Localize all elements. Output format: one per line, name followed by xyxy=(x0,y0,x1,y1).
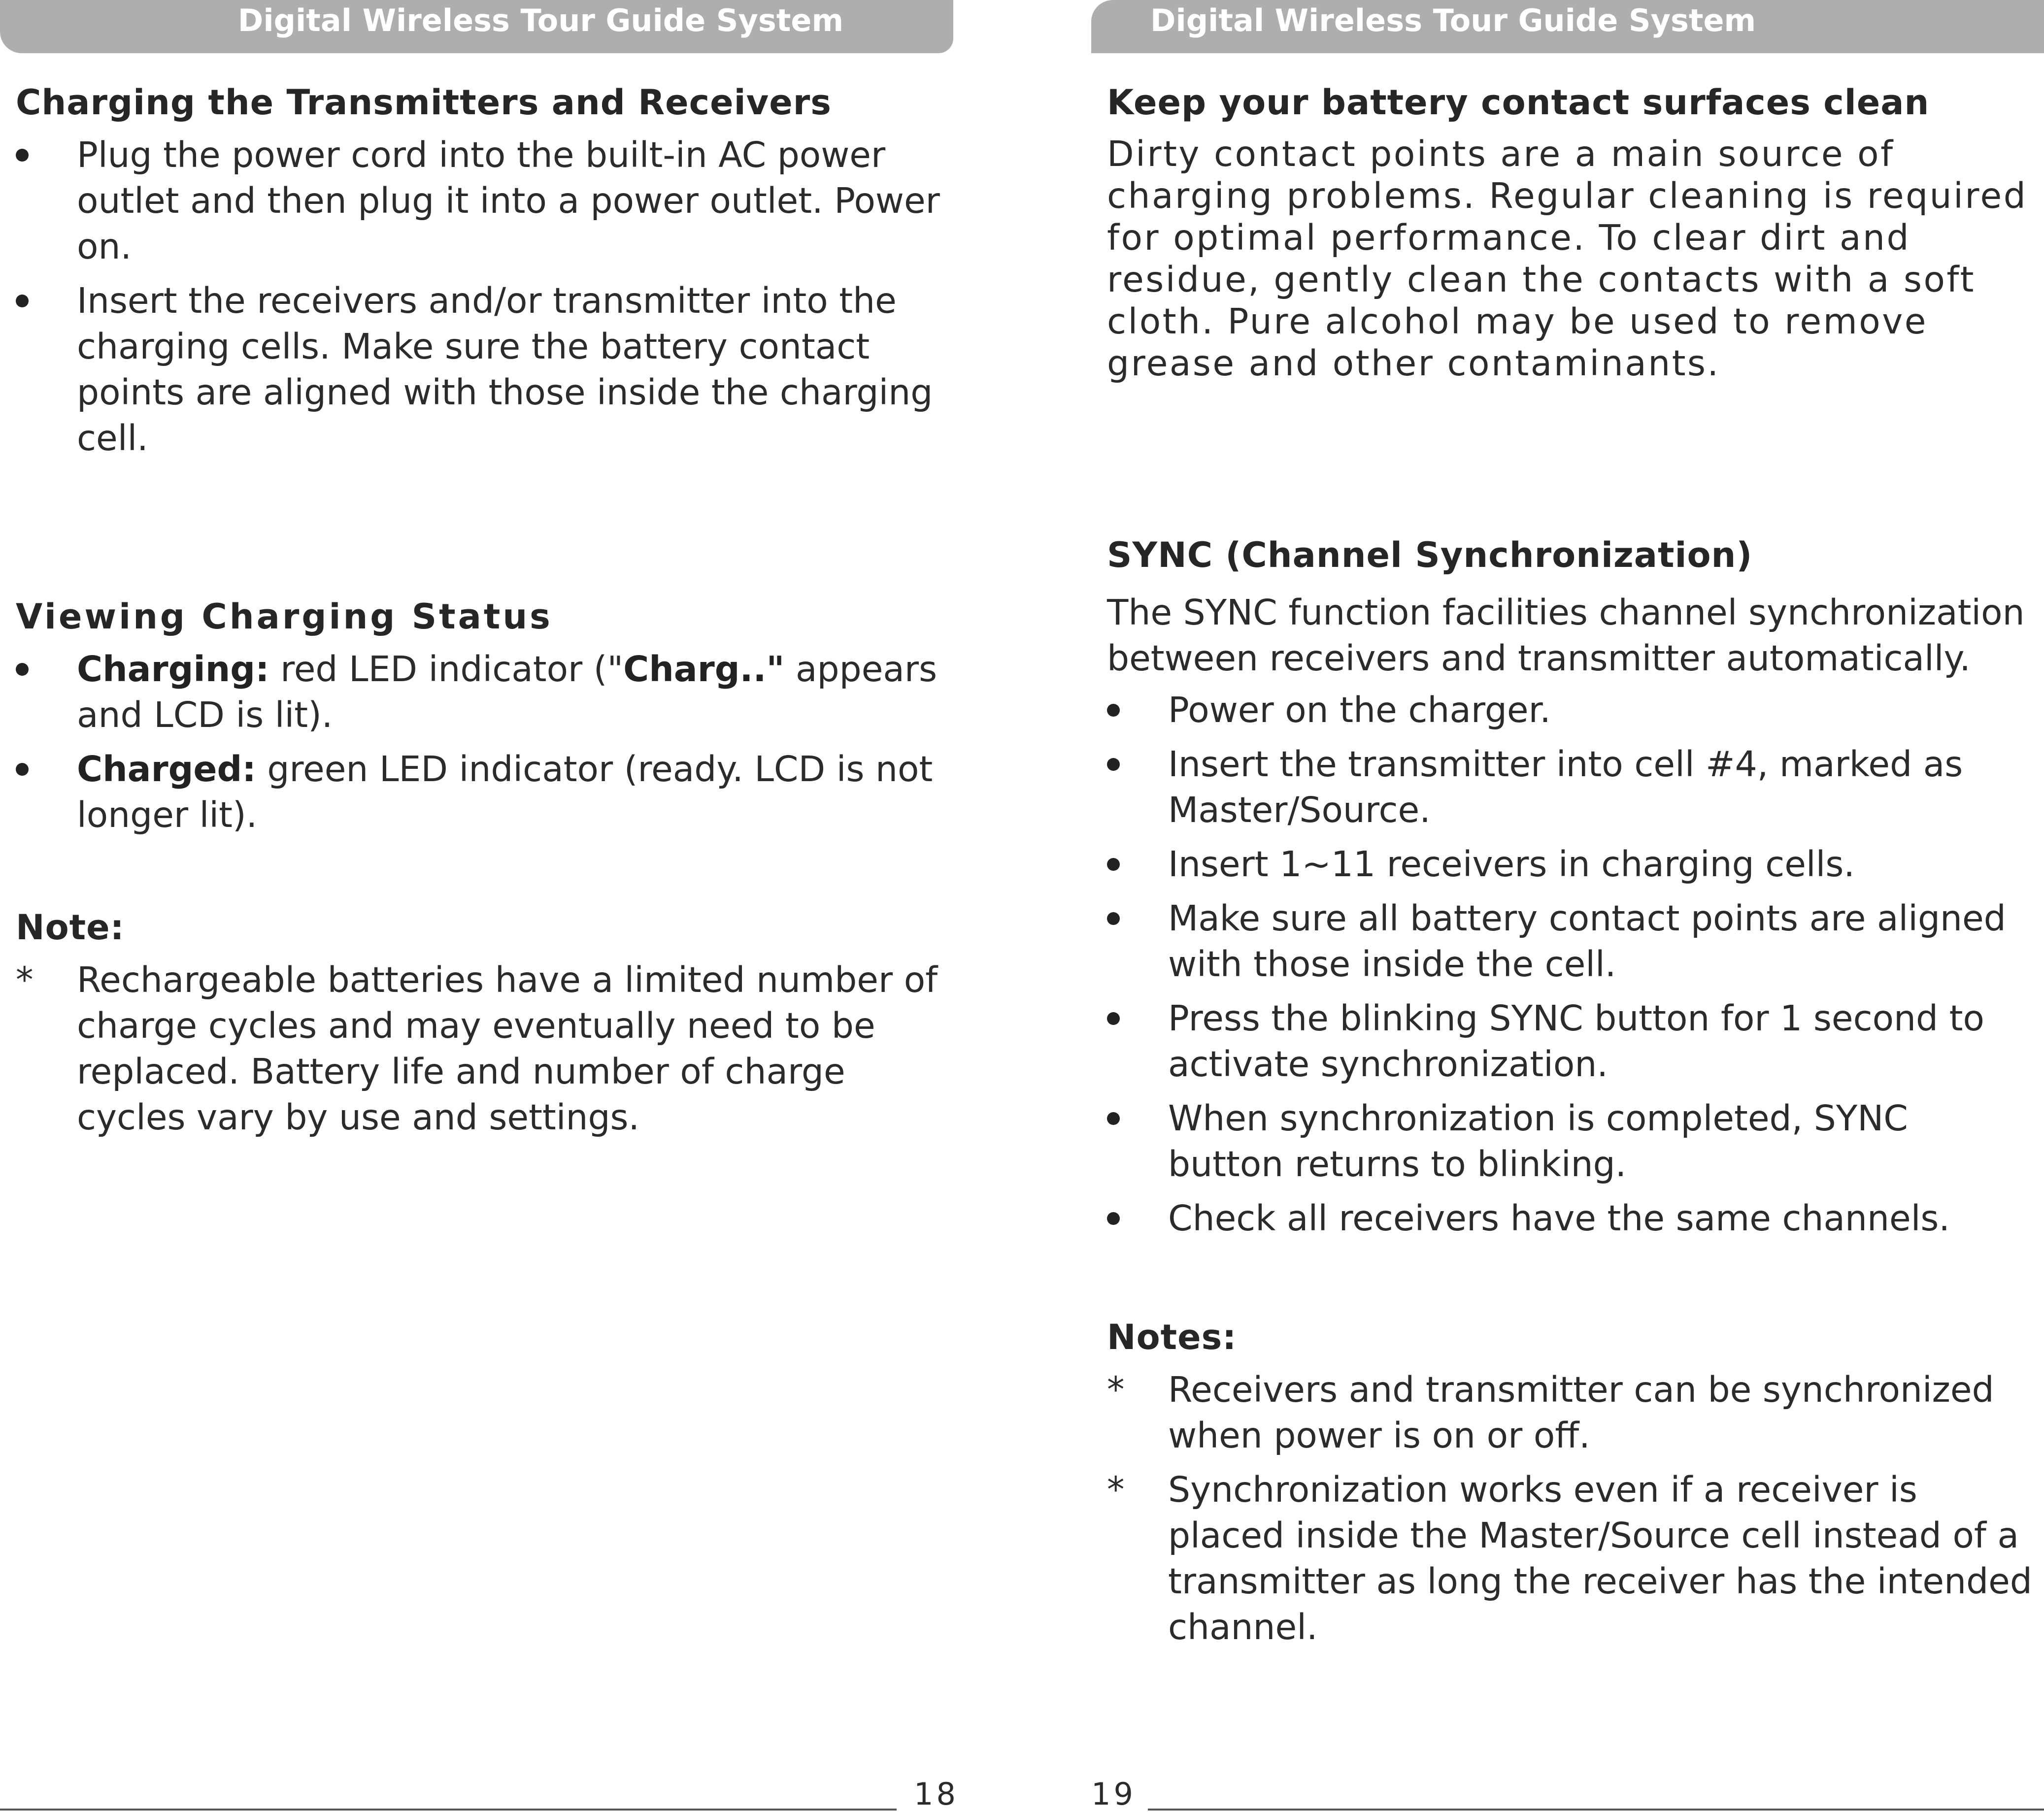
sync-step-6: When synchronization is completed, SYNC button returns to blinking. xyxy=(1168,1098,1908,1185)
note-section xyxy=(16,903,942,1140)
sync-step-5: Press the blinking SYNC button for 1 second to activate synchronization. xyxy=(1168,998,1984,1085)
charging-text-a: red LED indicator (" xyxy=(269,649,624,690)
list-item xyxy=(1107,1367,2033,1458)
bullet-icon xyxy=(16,663,29,676)
sync-step-3: Insert 1~11 receivers in charging cells. xyxy=(1168,844,1855,885)
bullet-icon xyxy=(1107,1012,1120,1025)
list-item xyxy=(16,746,942,838)
sync-step-2: Insert the transmitter into cell #4, marked as Master/Source. xyxy=(1168,744,1963,830)
list-item xyxy=(1107,841,2033,887)
charging-emph: Charg.." xyxy=(623,649,785,690)
bullet-icon xyxy=(16,763,29,776)
notes-section xyxy=(1107,1313,2033,1650)
charging-label: Charging: xyxy=(77,649,269,690)
list-item xyxy=(16,132,942,269)
status-heading: Viewing Charging Status xyxy=(16,596,553,637)
bullet-icon xyxy=(1107,704,1120,717)
notes-text-2: Synchronization works even if a receiver is placed inside the Master/Source cell instead of a transmitter as long the receiver has the intended channel. xyxy=(1168,1469,2032,1647)
charging-section xyxy=(16,78,942,461)
bullet-icon xyxy=(1107,1212,1120,1225)
list-item xyxy=(1107,1095,2033,1187)
charging-text-b: appears and LCD is lit). xyxy=(77,649,938,735)
list-item xyxy=(1107,1195,2033,1241)
status-section xyxy=(16,592,942,838)
charged-label: Charged: xyxy=(77,749,256,790)
bullet-icon xyxy=(1107,1112,1120,1125)
charging-step-1: Plug the power cord into the built-in AC power outlet and then plug it into a power outlet. Power on. xyxy=(77,134,940,267)
header-bar-right xyxy=(1091,0,2044,53)
header-title-right: Digital Wireless Tour Guide System xyxy=(1150,2,1756,38)
list-item xyxy=(1107,741,2033,833)
list-item xyxy=(1107,687,2033,733)
list-item xyxy=(1107,995,2033,1087)
bullet-icon xyxy=(1107,758,1120,771)
page-number-left: 18 xyxy=(914,1776,959,1812)
charging-heading: Charging the Transmitters and Receivers xyxy=(16,82,832,123)
list-item xyxy=(1107,1467,2033,1650)
list-item xyxy=(16,957,942,1140)
sync-heading: SYNC (Channel Synchronization) xyxy=(1107,535,1753,575)
asterisk-marker: * xyxy=(16,959,34,1000)
bullet-icon xyxy=(1107,858,1120,871)
clean-heading: Keep your battery contact surfaces clean xyxy=(1107,82,1930,123)
charged-text: green LED indicator (ready. LCD is not longer lit). xyxy=(77,749,933,835)
list-item xyxy=(16,278,942,461)
note-text: Rechargeable batteries have a limited number of charge cycles and may eventually need to be replaced. Battery life and number of charge cycles vary by use and settings. xyxy=(77,959,938,1138)
note-heading: Note: xyxy=(16,907,125,948)
notes-heading: Notes: xyxy=(1107,1317,1237,1357)
asterisk-marker: * xyxy=(1107,1369,1125,1410)
bullet-icon xyxy=(16,295,29,307)
notes-text-1: Receivers and transmitter can be synchronized when power is on or off. xyxy=(1168,1369,1994,1456)
footer-rule-right xyxy=(1148,1809,2044,1811)
sync-step-4: Make sure all battery contact points are aligned with those inside the cell. xyxy=(1168,898,2006,985)
sync-step-7: Check all receivers have the same channels. xyxy=(1168,1198,1950,1239)
right-page xyxy=(1091,0,2044,1812)
left-page xyxy=(0,0,959,1812)
charging-step-2: Insert the receivers and/or transmitter into the charging cells. Make sure the battery contact points are aligned with those inside the charging cell. xyxy=(77,280,933,459)
sync-section xyxy=(1107,530,2033,1241)
header-title-left: Digital Wireless Tour Guide System xyxy=(237,2,844,38)
asterisk-marker: * xyxy=(1107,1469,1125,1510)
footer-rule-left xyxy=(0,1809,897,1811)
clean-text: Dirty contact points are a main source of charging problems. Regular cleaning is required for optimal performance. To clear dirt and residue, gently clean the contacts with a soft cloth. Pure alcohol may be used to remove grease and other contaminants. xyxy=(1107,133,2028,384)
list-item xyxy=(1107,895,2033,987)
page-number-right: 19 xyxy=(1091,1776,1136,1812)
bullet-icon xyxy=(1107,912,1120,925)
bullet-icon xyxy=(16,149,29,162)
sync-step-1: Power on the charger. xyxy=(1168,690,1551,730)
clean-section xyxy=(1107,78,2033,384)
header-bar-left xyxy=(0,0,953,53)
sync-intro: The SYNC function facilities channel synchronization between receivers and transmitter automatically. xyxy=(1107,592,2025,679)
list-item xyxy=(16,646,942,738)
